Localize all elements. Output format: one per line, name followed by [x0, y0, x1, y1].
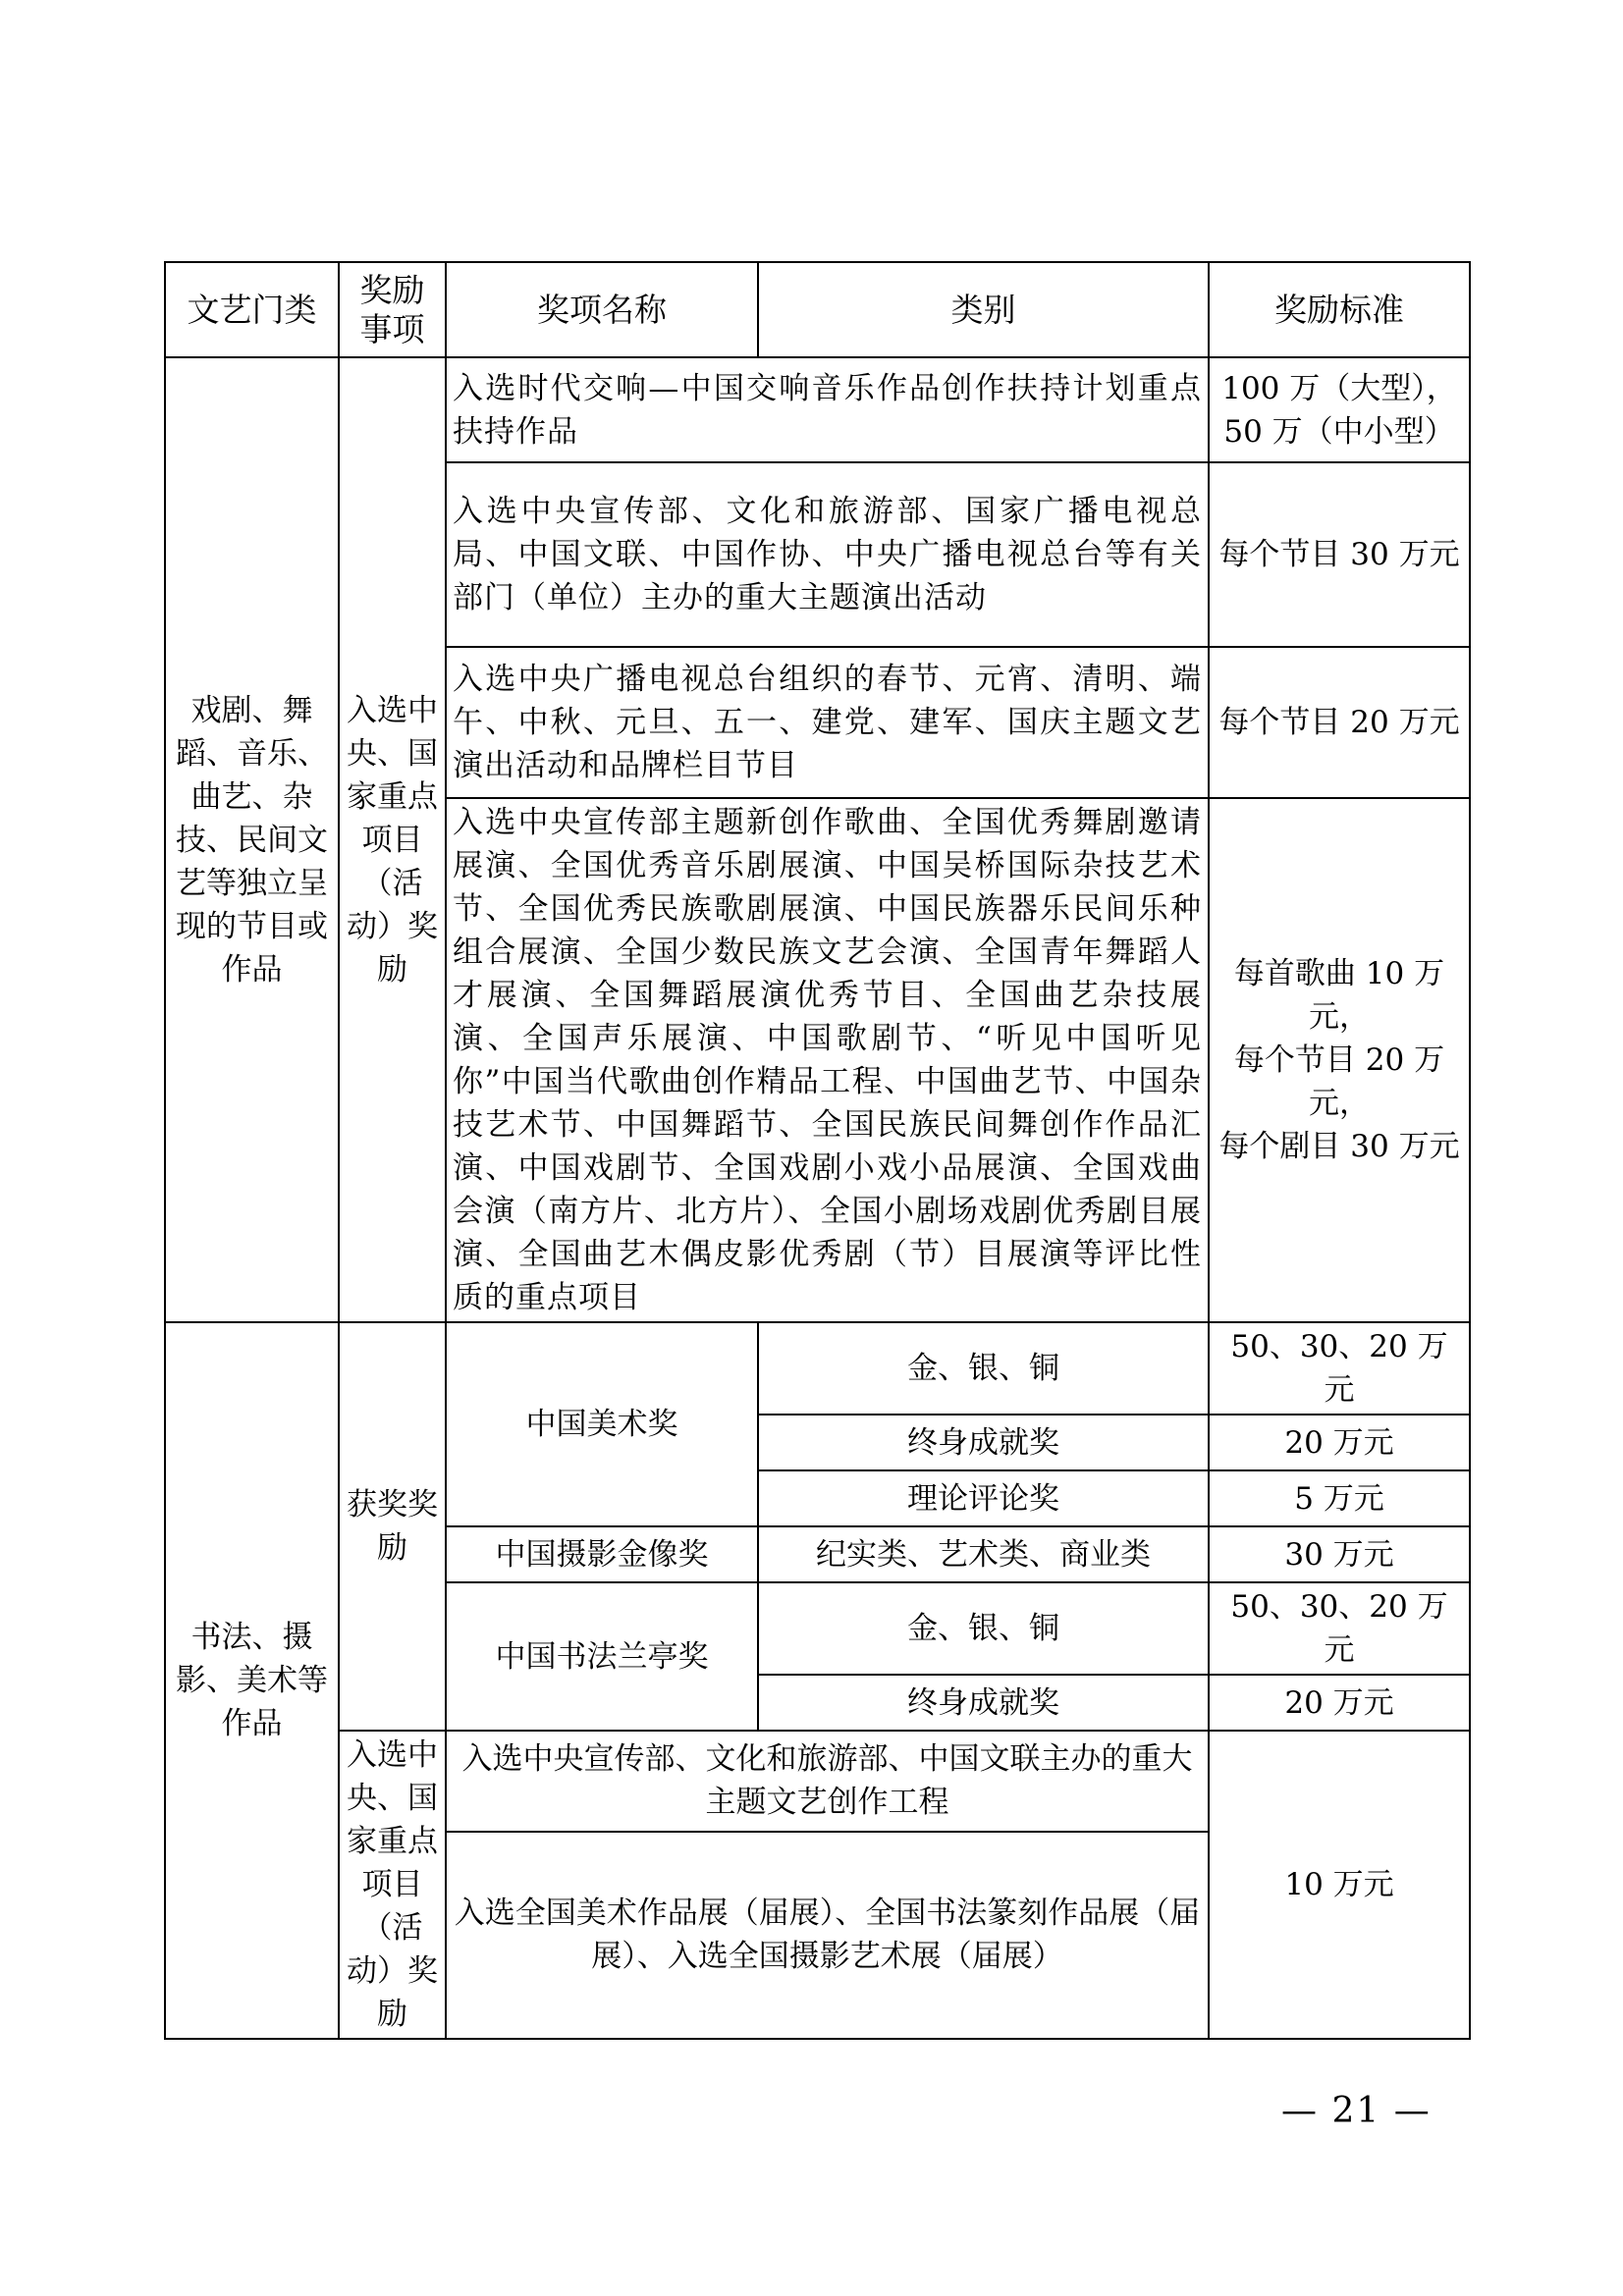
standard-line: 100 万（大型），	[1221, 370, 1457, 406]
award-name: 入选中央宣传部、文化和旅游部、国家广播电视总局、中国文联、中国作协、中央广播电视总台等有关部门（单位）主办的重大主题演出活动	[446, 462, 1209, 647]
award-name: 中国书法兰亭奖	[446, 1582, 758, 1731]
award-type-prize: 获奖奖励	[339, 1322, 446, 1731]
award-class: 金、银、铜	[758, 1582, 1209, 1675]
header-award-class: 类别	[758, 262, 1209, 357]
award-standard: 50、30、20 万元	[1209, 1582, 1470, 1675]
table-header-row	[165, 262, 1470, 357]
award-name: 入选时代交响—中国交响音乐作品创作扶持计划重点扶持作品	[446, 357, 1209, 462]
award-standard	[1209, 357, 1470, 462]
award-standard: 20 万元	[1209, 1415, 1470, 1470]
award-standard	[1209, 798, 1470, 1322]
award-class: 金、银、铜	[758, 1322, 1209, 1415]
header-award-name: 奖项名称	[446, 262, 758, 357]
header-award-standard: 奖励标准	[1209, 262, 1470, 357]
awards-table	[164, 261, 1471, 2040]
standard-line: 每个节目 20 万元，	[1233, 1042, 1445, 1121]
award-class: 终身成就奖	[758, 1675, 1209, 1731]
award-name: 中国美术奖	[446, 1322, 758, 1526]
award-name: 入选中央宣传部主题新创作歌曲、全国优秀舞剧邀请展演、全国优秀音乐剧展演、中国吴桥国际杂技艺术节、全国优秀民族歌剧展演、中国民族器乐民间乐种组合展演、全国少数民族文艺会演、全国青年舞蹈人才展演、全国舞蹈展演优秀节目、全国曲艺杂技展演、全国声乐展演、中国歌剧节、“听见中国听见你”中国当代歌曲创作精品工程、中国曲艺节、中国杂技艺术节、中国舞蹈节、全国民族民间舞创作作品汇演、中国戏剧节、全国戏剧小戏小品展演、全国戏曲会演（南方片、北方片）、全国小剧场戏剧优秀剧目展演、全国曲艺木偶皮影优秀剧（节）目展演等评比性质的重点项目	[446, 798, 1209, 1322]
award-name: 入选中央广播电视总台组织的春节、元宵、清明、端午、中秋、元旦、五一、建党、建军、国庆主题文艺演出活动和品牌栏目节目	[446, 647, 1209, 798]
header-art-category: 文艺门类	[165, 262, 339, 357]
award-standard: 20 万元	[1209, 1675, 1470, 1731]
award-standard: 50、30、20 万元	[1209, 1322, 1470, 1415]
table-row	[165, 1322, 1470, 1415]
award-standard: 每个节目 30 万元	[1209, 462, 1470, 647]
standard-line: 每个剧目 30 万元	[1218, 1129, 1460, 1164]
header-award-item: 奖励事项	[339, 262, 446, 357]
award-standard: 30 万元	[1209, 1526, 1470, 1582]
award-name: 中国摄影金像奖	[446, 1526, 758, 1582]
item-type-key-projects: 入选中央、国家重点项目（活动）奖励	[339, 1731, 446, 2039]
award-standard: 5 万元	[1209, 1470, 1470, 1526]
page-number: — 21 —	[1281, 2091, 1432, 2131]
table-row	[165, 1731, 1470, 1832]
award-class: 理论评论奖	[758, 1470, 1209, 1526]
award-name: 入选中央宣传部、文化和旅游部、中国文联主办的重大主题文艺创作工程	[446, 1731, 1209, 1832]
standard-line: 每首歌曲 10 万元，	[1233, 956, 1445, 1035]
item-type-key-projects: 入选中央、国家重点项目（活动）奖励	[339, 357, 446, 1322]
award-class: 纪实类、艺术类、商业类	[758, 1526, 1209, 1582]
award-class: 终身成就奖	[758, 1415, 1209, 1470]
award-name: 入选全国美术作品展（届展）、全国书法篆刻作品展（届展）、入选全国摄影艺术展（届展）	[446, 1832, 1209, 2039]
category-calligraphy-photo-fineart: 书法、摄影、美术等作品	[165, 1322, 339, 2039]
award-standard: 10 万元	[1209, 1731, 1470, 2039]
category-performing-arts: 戏剧、舞蹈、音乐、曲艺、杂技、民间文艺等独立呈现的节目或作品	[165, 357, 339, 1322]
standard-line: 50 万（中小型）	[1223, 413, 1455, 450]
table-row	[165, 357, 1470, 462]
award-standard: 每个节目 20 万元	[1209, 647, 1470, 798]
